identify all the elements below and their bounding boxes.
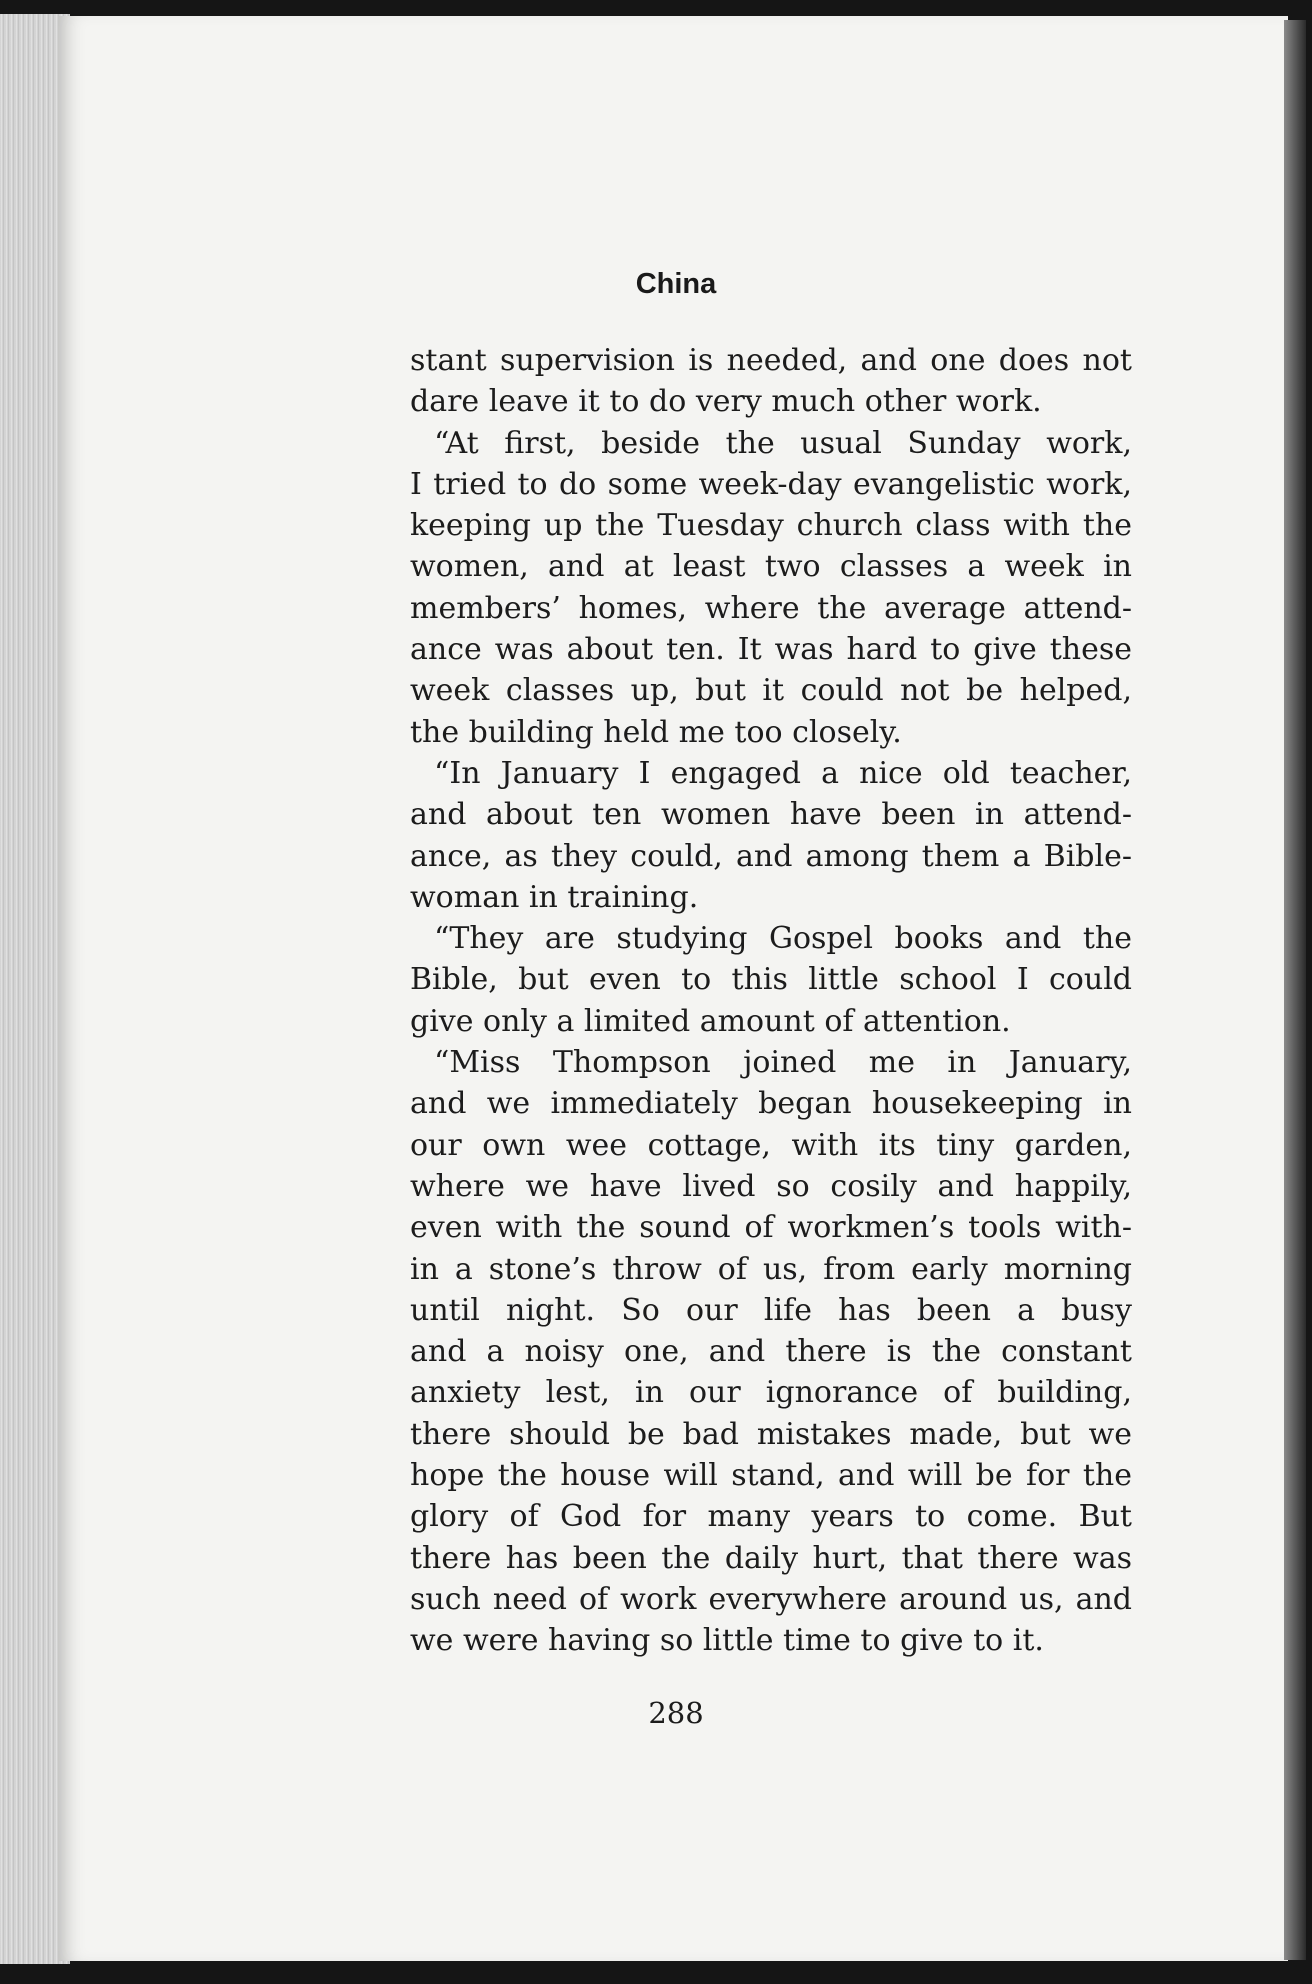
text-line: anxiety lest, in our ignorance of building, [410, 1375, 1132, 1411]
text-line: week classes up, but it could not be helped, [410, 673, 1132, 709]
paragraph-first-line: “In January I engaged a nice old teacher, [434, 755, 1132, 791]
text-line: where we have lived so cosily and happily, [410, 1168, 1132, 1204]
text-line: even with the sound of workmen’s tools with- [410, 1210, 1132, 1246]
page-number: 288 [648, 1696, 704, 1730]
paragraph-first-line: “At first, beside the usual Sunday work, [434, 425, 1132, 461]
text-line: we were having so little time to give to it. [410, 1623, 1044, 1659]
text-line: dare leave it to do very much other work. [410, 384, 1042, 420]
text-line: there has been the daily hurt, that there was [410, 1540, 1132, 1576]
text-line: ance, as they could, and among them a Bible- [410, 838, 1132, 874]
text-line: members’ homes, where the average attend- [410, 590, 1132, 626]
text-line: give only a limited amount of attention. [410, 1003, 1011, 1039]
text-line: and about ten women have been in attend- [410, 797, 1132, 833]
body-text [410, 340, 1132, 1662]
text-line: women, and at least two classes a week in [410, 549, 1132, 585]
paragraph-first-line: “They are studying Gospel books and the [434, 921, 1132, 957]
paragraph-first-line: “Miss Thompson joined me in January, [434, 1045, 1132, 1081]
text-line: the building held me too closely. [410, 714, 902, 750]
text-line: our own wee cottage, with its tiny garden, [410, 1127, 1132, 1163]
text-line: glory of God for many years to come. But [410, 1499, 1132, 1535]
text-line: such need of work everywhere around us, and [410, 1581, 1132, 1617]
binding-shadow [1284, 20, 1306, 1960]
running-head: China [635, 268, 717, 300]
text-line: ance was about ten. It was hard to give these [410, 632, 1132, 668]
text-line: Bible, but even to this little school I could [410, 962, 1132, 998]
text-line: I tried to do some week-day evangelistic work, [410, 466, 1132, 502]
text-line: and a noisy one, and there is the constant [410, 1334, 1132, 1370]
text-line: until night. So our life has been a busy [410, 1292, 1132, 1328]
text-line: and we immediately began housekeeping in [410, 1086, 1132, 1122]
text-line: there should be bad mistakes made, but we [410, 1416, 1132, 1452]
text-line: keeping up the Tuesday church class with the [410, 508, 1132, 544]
text-line: hope the house will stand, and will be for the [410, 1458, 1132, 1494]
text-line: in a stone’s throw of us, from early morning [410, 1251, 1132, 1287]
text-line: woman in training. [410, 879, 699, 915]
paragraph-first-line: stant supervision is needed, and one does not [410, 343, 1132, 378]
